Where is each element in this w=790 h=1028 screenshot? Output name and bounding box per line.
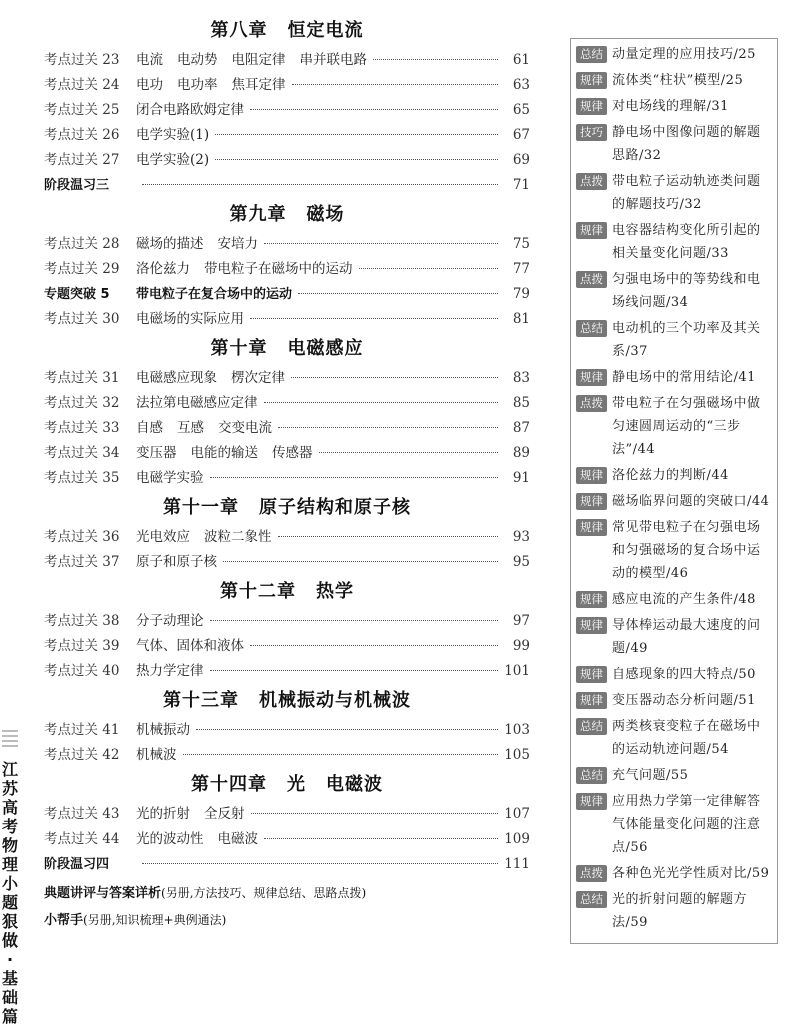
toc-entry-title-part: 带电粒子在复合场中的运动 bbox=[136, 287, 293, 302]
toc-entry-code: 考点过关 34 bbox=[44, 445, 120, 461]
toc-entry-title bbox=[136, 282, 292, 307]
tip-text: 带电粒子在匀强磁场中做匀速圆周运动的“三步法”/44 bbox=[612, 396, 761, 457]
tip-tag: 规律 bbox=[576, 666, 607, 683]
tip-tag: 规律 bbox=[576, 369, 607, 386]
tip-item bbox=[576, 663, 771, 686]
tip-text: 静电场中图像问题的解题思路/32 bbox=[612, 125, 761, 163]
toc-leader-dots bbox=[264, 243, 498, 244]
toc-entry bbox=[44, 148, 530, 173]
chapter-title-part: 第九章 bbox=[229, 204, 287, 225]
toc-entry-title-part: 闭合电路欧姆定律 bbox=[136, 102, 244, 118]
toc-entry-page: 111 bbox=[504, 856, 530, 872]
tip-item bbox=[576, 95, 771, 118]
toc-entry-code: 考点过关 29 bbox=[44, 261, 120, 277]
toc-entry-title bbox=[136, 743, 177, 768]
answer-booklet-line bbox=[44, 882, 366, 901]
toc-entry bbox=[44, 609, 530, 634]
toc-entry-title bbox=[136, 416, 272, 441]
toc-entry-title-part: 机械波 bbox=[136, 747, 177, 763]
toc-entry-title bbox=[136, 659, 204, 684]
tip-item bbox=[576, 121, 771, 167]
toc-entry-code: 阶段温习四 bbox=[44, 857, 110, 872]
toc-entry-title-part: 焦耳定律 bbox=[231, 77, 286, 93]
toc-entry-code: 专题突破 5 bbox=[44, 287, 110, 302]
chapter-title-part: 原子结构和原子核 bbox=[259, 497, 411, 518]
toc-entry-code: 考点过关 41 bbox=[44, 722, 120, 738]
toc-entry-title-part: 法拉第电磁感应定律 bbox=[136, 395, 258, 411]
toc-leader-dots bbox=[196, 729, 498, 730]
tip-tag: 规律 bbox=[576, 72, 607, 89]
toc-entry bbox=[44, 743, 530, 768]
table-of-contents bbox=[44, 14, 530, 877]
tip-tag: 规律 bbox=[576, 493, 607, 510]
helper-booklet-line bbox=[44, 909, 226, 928]
chapter-title bbox=[44, 768, 530, 802]
toc-entry-code: 考点过关 44 bbox=[44, 831, 120, 847]
toc-entry-title bbox=[136, 550, 217, 575]
tip-tag: 总结 bbox=[576, 767, 607, 784]
toc-entry-title bbox=[136, 48, 367, 73]
toc-entry-code: 考点过关 39 bbox=[44, 638, 120, 654]
chapter-title-part: 第十三章 bbox=[163, 690, 239, 711]
tip-item bbox=[576, 317, 771, 363]
tip-tag: 规律 bbox=[576, 591, 607, 608]
toc-entry-title-part: 互感 bbox=[177, 420, 204, 436]
toc-leader-dots bbox=[250, 109, 498, 110]
tip-text: 导体棒运动最大速度的问题/49 bbox=[612, 618, 761, 656]
toc-leader-dots bbox=[210, 620, 499, 621]
toc-entry bbox=[44, 48, 530, 73]
toc-entry-code: 考点过关 30 bbox=[44, 311, 120, 327]
toc-entry-page: 67 bbox=[512, 127, 530, 143]
tip-tag: 规律 bbox=[576, 519, 607, 536]
toc-leader-dots bbox=[264, 838, 498, 839]
tip-item bbox=[576, 689, 771, 712]
tip-item bbox=[576, 464, 771, 487]
toc-entry bbox=[44, 827, 530, 852]
toc-leader-dots bbox=[215, 159, 498, 160]
toc-entry-page: 69 bbox=[512, 152, 530, 168]
toc-entry bbox=[44, 257, 530, 282]
toc-entry-title-part: 气体、固体和液体 bbox=[136, 638, 244, 654]
toc-entry-title bbox=[136, 257, 353, 282]
toc-entry-title-part: 热力学定律 bbox=[136, 663, 204, 679]
toc-entry-page: 103 bbox=[504, 722, 530, 738]
toc-entry-title-part: 电功 bbox=[136, 77, 163, 93]
toc-leader-dots bbox=[142, 184, 498, 185]
spine-decoration bbox=[2, 730, 18, 750]
toc-entry-title bbox=[136, 634, 244, 659]
toc-entry-code: 考点过关 42 bbox=[44, 747, 120, 763]
chapter-title-part: 光 bbox=[287, 774, 306, 795]
toc-leader-dots bbox=[210, 477, 499, 478]
toc-entry-code: 考点过关 25 bbox=[44, 102, 120, 118]
toc-entry-title-part: 传感器 bbox=[272, 445, 313, 461]
toc-entry bbox=[44, 73, 530, 98]
tip-item bbox=[576, 516, 771, 585]
toc-entry-title-part: 带电粒子在磁场中的运动 bbox=[204, 261, 353, 277]
toc-entry-page: 87 bbox=[512, 420, 530, 436]
chapter-title bbox=[44, 198, 530, 232]
toc-entry-title-part: 电磁波 bbox=[217, 831, 258, 847]
toc-entry-page: 91 bbox=[512, 470, 530, 486]
toc-entry-title-part: 机械振动 bbox=[136, 722, 190, 738]
tip-item bbox=[576, 392, 771, 461]
toc-entry-code: 考点过关 43 bbox=[44, 806, 120, 822]
chapter-title bbox=[44, 684, 530, 718]
toc-entry bbox=[44, 282, 530, 307]
tip-tag: 点拨 bbox=[576, 865, 607, 882]
chapter-title-part: 热学 bbox=[316, 581, 354, 602]
chapter-title-part: 第十一章 bbox=[163, 497, 239, 518]
tip-item bbox=[576, 588, 771, 611]
toc-entry-code: 考点过关 24 bbox=[44, 77, 120, 93]
toc-entry-title-part: 电磁学实验 bbox=[136, 470, 204, 486]
toc-entry-title bbox=[136, 802, 245, 827]
toc-entry-page: 61 bbox=[512, 52, 530, 68]
toc-entry-title bbox=[136, 391, 258, 416]
tip-text: 对电场线的理解/31 bbox=[612, 99, 729, 114]
toc-entry-code: 考点过关 27 bbox=[44, 152, 120, 168]
tips-sidebar bbox=[570, 38, 778, 944]
toc-entry bbox=[44, 634, 530, 659]
toc-leader-dots bbox=[278, 427, 498, 428]
tip-item bbox=[576, 614, 771, 660]
answer-booklet-title: 典题讲评与答案详析 bbox=[44, 886, 162, 901]
tip-tag: 技巧 bbox=[576, 124, 607, 141]
toc-entry-code: 考点过关 38 bbox=[44, 613, 120, 629]
toc-entry-page: 89 bbox=[512, 445, 530, 461]
toc-entry-page: 65 bbox=[512, 102, 530, 118]
toc-leader-dots bbox=[359, 268, 499, 269]
toc-leader-dots bbox=[142, 863, 498, 864]
tip-text: 洛伦兹力的判断/44 bbox=[612, 468, 729, 483]
toc-entry bbox=[44, 550, 530, 575]
toc-entry-page: 79 bbox=[512, 286, 530, 302]
chapter-title-part: 机械振动与机械波 bbox=[259, 690, 411, 711]
tip-tag: 规律 bbox=[576, 793, 607, 810]
toc-entry-page: 105 bbox=[504, 747, 530, 763]
toc-leader-dots bbox=[183, 754, 499, 755]
tip-item bbox=[576, 490, 771, 513]
toc-entry bbox=[44, 173, 530, 198]
chapter-title-part: 第八章 bbox=[210, 20, 268, 41]
tip-text: 充气问题/55 bbox=[612, 768, 689, 783]
tip-text: 电容器结构变化所引起的相关量变化问题/33 bbox=[612, 223, 761, 261]
toc-entry-title-part: 分子动理论 bbox=[136, 613, 204, 629]
chapter-title-part: 电磁波 bbox=[326, 774, 383, 795]
chapter-title bbox=[44, 332, 530, 366]
toc-entry bbox=[44, 307, 530, 332]
tip-text: 流体类“柱状”模型/25 bbox=[612, 73, 744, 88]
toc-entry-page: 93 bbox=[512, 529, 530, 545]
chapter-title-part: 第十四章 bbox=[191, 774, 267, 795]
toc-entry-title-part: 电流 bbox=[136, 52, 163, 68]
tip-text: 光的折射问题的解题方法/59 bbox=[612, 892, 748, 930]
toc-entry-code: 考点过关 40 bbox=[44, 663, 120, 679]
chapter-title-part: 磁场 bbox=[306, 204, 345, 225]
tip-text: 匀强电场中的等势线和电场线问题/34 bbox=[612, 272, 761, 310]
tip-tag: 规律 bbox=[576, 467, 607, 484]
spine-title: 江苏高考物理 小题狠做·基础篇 bbox=[1, 760, 18, 1026]
tip-item bbox=[576, 888, 771, 934]
toc-entry-title bbox=[136, 525, 272, 550]
toc-entry-title bbox=[136, 718, 190, 743]
toc-entry bbox=[44, 232, 530, 257]
tip-text: 静电场中的常用结论/41 bbox=[612, 370, 756, 385]
toc-entry-title-part: 光的波动性 bbox=[136, 831, 204, 847]
toc-entry bbox=[44, 466, 530, 491]
toc-leader-dots bbox=[251, 813, 499, 814]
toc-entry-code: 考点过关 36 bbox=[44, 529, 120, 545]
toc-entry-title-part: 自感 bbox=[136, 420, 163, 436]
tip-text: 常见带电粒子在匀强电场和匀强磁场的复合场中运动的模型/46 bbox=[612, 520, 761, 581]
tip-text: 感应电流的产生条件/48 bbox=[612, 592, 756, 607]
toc-entry-page: 83 bbox=[512, 370, 530, 386]
toc-entry-title-part: 原子和原子核 bbox=[136, 554, 217, 570]
tip-text: 带电粒子运动轨迹类问题的解题技巧/32 bbox=[612, 174, 761, 212]
toc-entry-title bbox=[136, 148, 209, 173]
tip-item bbox=[576, 69, 771, 92]
tip-text: 动量定理的应用技巧/25 bbox=[612, 47, 756, 62]
toc-entry-title-part: 楞次定律 bbox=[231, 370, 285, 386]
toc-entry-code: 考点过关 23 bbox=[44, 52, 120, 68]
toc-entry-title bbox=[136, 366, 285, 391]
toc-entry-title bbox=[136, 123, 209, 148]
toc-entry-title-part: 电功率 bbox=[177, 77, 218, 93]
tip-tag: 总结 bbox=[576, 718, 607, 735]
toc-leader-dots bbox=[215, 134, 498, 135]
tip-item bbox=[576, 170, 771, 216]
toc-entry-page: 81 bbox=[512, 311, 530, 327]
toc-entry-title-part: 电磁场的实际应用 bbox=[136, 311, 244, 327]
toc-leader-dots bbox=[223, 561, 498, 562]
toc-entry-title-part: 光的折射 bbox=[136, 806, 190, 822]
tip-text: 两类核衰变粒子在磁场中的运动轨迹问题/54 bbox=[612, 719, 761, 757]
tip-text: 应用热力学第一定律解答气体能量变化问题的注意点/56 bbox=[612, 794, 761, 855]
tip-text: 电动机的三个功率及其关系/37 bbox=[612, 321, 761, 359]
toc-entry-title-part: 波粒二象性 bbox=[204, 529, 272, 545]
toc-entry-title-part: 电磁感应现象 bbox=[136, 370, 217, 386]
toc-leader-dots bbox=[298, 293, 498, 294]
toc-entry bbox=[44, 366, 530, 391]
toc-entry bbox=[44, 852, 530, 877]
tip-text: 各种色光光学性质对比/59 bbox=[612, 866, 770, 881]
toc-leader-dots bbox=[292, 84, 499, 85]
toc-entry-code: 考点过关 32 bbox=[44, 395, 120, 411]
chapter-title-part: 第十章 bbox=[210, 338, 268, 359]
toc-entry-page: 109 bbox=[504, 831, 530, 847]
toc-entry-code: 考点过关 37 bbox=[44, 554, 120, 570]
toc-entry-title-part: 串并联电路 bbox=[299, 52, 367, 68]
tip-tag: 规律 bbox=[576, 692, 607, 709]
toc-leader-dots bbox=[250, 645, 498, 646]
toc-entry-code: 考点过关 35 bbox=[44, 470, 120, 486]
toc-entry bbox=[44, 123, 530, 148]
tip-tag: 规律 bbox=[576, 222, 607, 239]
toc-entry-code: 考点过关 28 bbox=[44, 236, 120, 252]
toc-entry-title-part: 安培力 bbox=[217, 236, 258, 252]
toc-leader-dots bbox=[373, 59, 498, 60]
tip-item bbox=[576, 43, 771, 66]
toc-entry-title bbox=[136, 609, 204, 634]
toc-leader-dots bbox=[291, 377, 498, 378]
tip-tag: 点拨 bbox=[576, 395, 607, 412]
toc-entry bbox=[44, 659, 530, 684]
toc-entry-page: 95 bbox=[512, 554, 530, 570]
toc-entry-title bbox=[136, 232, 258, 257]
tip-tag: 点拨 bbox=[576, 173, 607, 190]
chapter-title bbox=[44, 491, 530, 525]
answer-booklet-note: (另册,方法技巧、规律总结、思路点拨) bbox=[161, 886, 367, 900]
toc-entry-title-part: 电学实验(1) bbox=[136, 127, 210, 143]
tip-tag: 总结 bbox=[576, 891, 607, 908]
toc-entry-title-part: 洛伦兹力 bbox=[136, 261, 190, 277]
toc-leader-dots bbox=[250, 318, 498, 319]
toc-entry-page: 97 bbox=[512, 613, 530, 629]
toc-entry-code: 考点过关 26 bbox=[44, 127, 120, 143]
toc-entry bbox=[44, 718, 530, 743]
helper-booklet-note: (另册,知识梳理+典例通法) bbox=[83, 913, 227, 927]
chapter-title-part: 电磁感应 bbox=[287, 338, 364, 359]
toc-entry-title bbox=[136, 441, 313, 466]
toc-entry bbox=[44, 525, 530, 550]
toc-entry-page: 75 bbox=[512, 236, 530, 252]
tip-item bbox=[576, 790, 771, 859]
tip-text: 磁场临界问题的突破口/44 bbox=[612, 494, 770, 509]
toc-entry-title bbox=[136, 73, 286, 98]
toc-entry bbox=[44, 391, 530, 416]
chapter-title-part: 恒定电流 bbox=[287, 20, 364, 41]
chapter-title bbox=[44, 575, 530, 609]
toc-entry-code: 阶段温习三 bbox=[44, 178, 110, 193]
toc-entry-page: 71 bbox=[512, 177, 530, 193]
tip-item bbox=[576, 715, 771, 761]
tip-text: 自感现象的四大特点/50 bbox=[612, 667, 756, 682]
toc-leader-dots bbox=[278, 536, 499, 537]
toc-entry-code: 考点过关 33 bbox=[44, 420, 120, 436]
toc-entry-title bbox=[136, 827, 258, 852]
tip-item bbox=[576, 219, 771, 265]
toc-leader-dots bbox=[210, 670, 499, 671]
tip-item bbox=[576, 862, 771, 885]
toc-leader-dots bbox=[264, 402, 499, 403]
helper-booklet-title: 小帮手 bbox=[44, 913, 84, 928]
toc-entry-title-part: 电能的输送 bbox=[190, 445, 258, 461]
toc-entry-title-part: 电学实验(2) bbox=[136, 152, 210, 168]
toc-entry bbox=[44, 441, 530, 466]
toc-entry-title-part: 磁场的描述 bbox=[136, 236, 204, 252]
chapter-title bbox=[44, 14, 530, 48]
tip-item bbox=[576, 366, 771, 389]
toc-entry bbox=[44, 416, 530, 441]
tip-tag: 规律 bbox=[576, 98, 607, 115]
toc-entry-page: 99 bbox=[512, 638, 530, 654]
tip-tag: 总结 bbox=[576, 46, 607, 63]
toc-entry-title-part: 全反射 bbox=[204, 806, 245, 822]
toc-entry-title-part: 电动势 bbox=[177, 52, 218, 68]
toc-entry-code: 考点过关 31 bbox=[44, 370, 120, 386]
toc-entry-page: 107 bbox=[504, 806, 530, 822]
toc-entry bbox=[44, 98, 530, 123]
toc-leader-dots bbox=[319, 452, 499, 453]
toc-entry-title-part: 变压器 bbox=[136, 445, 177, 461]
tip-tag: 点拨 bbox=[576, 271, 607, 288]
toc-entry-title-part: 交变电流 bbox=[218, 420, 272, 436]
toc-entry-title-part: 电阻定律 bbox=[231, 52, 286, 68]
toc-entry-page: 85 bbox=[512, 395, 530, 411]
toc-entry-page: 77 bbox=[512, 261, 530, 277]
tip-item bbox=[576, 268, 771, 314]
tip-tag: 规律 bbox=[576, 617, 607, 634]
toc-entry-title bbox=[136, 98, 244, 123]
tip-item bbox=[576, 764, 771, 787]
toc-entry bbox=[44, 802, 530, 827]
toc-entry-title bbox=[136, 466, 204, 491]
tip-tag: 总结 bbox=[576, 320, 607, 337]
chapter-title-part: 第十二章 bbox=[220, 581, 296, 602]
tip-text: 变压器动态分析问题/51 bbox=[612, 693, 756, 708]
toc-entry-title-part: 光电效应 bbox=[136, 529, 190, 545]
toc-entry-page: 63 bbox=[512, 77, 530, 93]
toc-entry-title bbox=[136, 307, 244, 332]
toc-entry-page: 101 bbox=[504, 663, 530, 679]
